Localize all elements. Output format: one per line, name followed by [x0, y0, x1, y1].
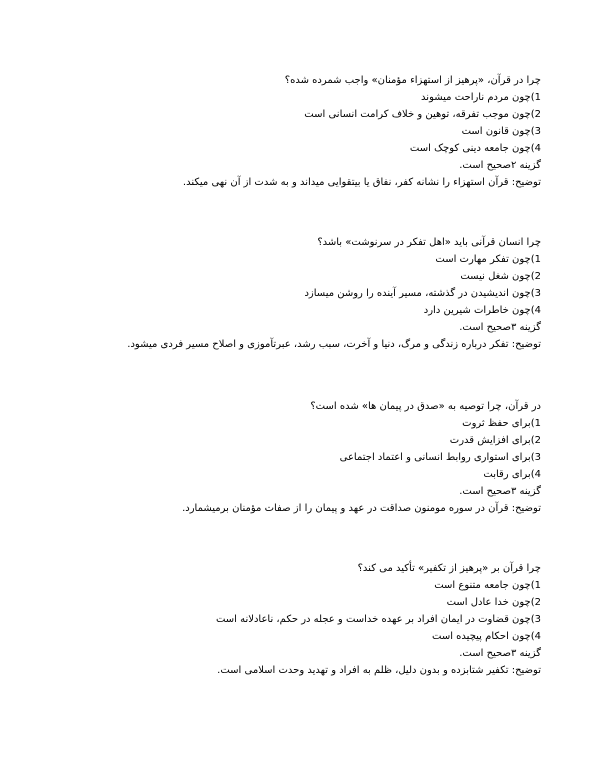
option-3: 3)چون اندیشیدن در گذشته، مسیر آینده را روشن میسازد: [304, 288, 541, 299]
option-2: 2)چون موجب تفرقه، توهین و خلاف کرامت انسانی است: [304, 109, 541, 120]
question-text: چرا قرآن بر «پرهیز از تکفیر» تأکید می کند؟: [357, 563, 541, 574]
option-4: 4)برای رقابت: [483, 469, 541, 480]
option-4: 4)چون خاطرات شیرین دارد: [423, 305, 541, 316]
answer-text: گزینه ۳صحیح است.: [459, 322, 541, 333]
option-3: 3)چون قانون است: [461, 126, 541, 137]
option-3: 3)برای استواری روابط انسانی و اعتماد اجتماعی: [339, 452, 541, 463]
option-4: 4)چون احکام پیچیده است: [432, 631, 541, 642]
option-2: 2)برای افزایش قدرت: [449, 435, 541, 446]
explanation-text: توضیح: تفکر درباره زندگی و مرگ، دنیا و آخرت، سبب رشد، عبرتآموزی و اصلاح مسیر فردی میشود.: [127, 339, 541, 350]
question-text: چرا انسان قرآنی باید «اهل تفکر در سرنوشت» باشد؟: [317, 237, 541, 248]
explanation-text: توضیح: تکفیر شتابزده و بدون دلیل، ظلم به افراد و تهدید وحدت اسلامی است.: [217, 665, 541, 676]
question-block: [101, 234, 541, 353]
question-block: [101, 560, 541, 679]
option-2: 2)چون خدا عادل است: [446, 597, 541, 608]
question-block: [101, 72, 541, 191]
option-1: 1)چون تفکر مهارت است: [435, 254, 541, 265]
answer-text: گزینه ۳صحیح است.: [459, 648, 541, 659]
option-1: 1)چون مردم ناراحت میشوند: [421, 92, 541, 103]
question-text: چرا در قرآن، «پرهیز از استهزاء مؤمنان» واجب شمرده شده؟: [284, 75, 541, 86]
question-block: [101, 398, 541, 517]
option-1: 1)برای حفظ ثروت: [462, 418, 541, 429]
option-4: 4)چون جامعه دینی کوچک است: [409, 143, 541, 154]
answer-text: گزینه ۲صحیح است.: [459, 160, 541, 171]
answer-text: گزینه ۳صحیح است.: [459, 486, 541, 497]
explanation-text: توضیح: قرآن استهزاء را نشانه کفر، نفاق یا بیتقوایی میداند و به شدت از آن نهی میکند.: [182, 177, 541, 188]
explanation-text: توضیح: قرآن در سوره مومنون صداقت در عهد و پیمان را از صفات مؤمنان برمیشمارد.: [182, 503, 541, 514]
option-2: 2)چون شغل نیست: [460, 271, 541, 282]
question-text: در قرآن، چرا توصیه به «صدق در پیمان ها» شده است؟: [310, 401, 541, 412]
option-3: 3)چون قضاوت در ایمان افراد بر عهده خداست و عجله در حکم، ناعادلانه است: [215, 614, 541, 625]
option-1: 1)چون جامعه متنوع است: [434, 580, 541, 591]
